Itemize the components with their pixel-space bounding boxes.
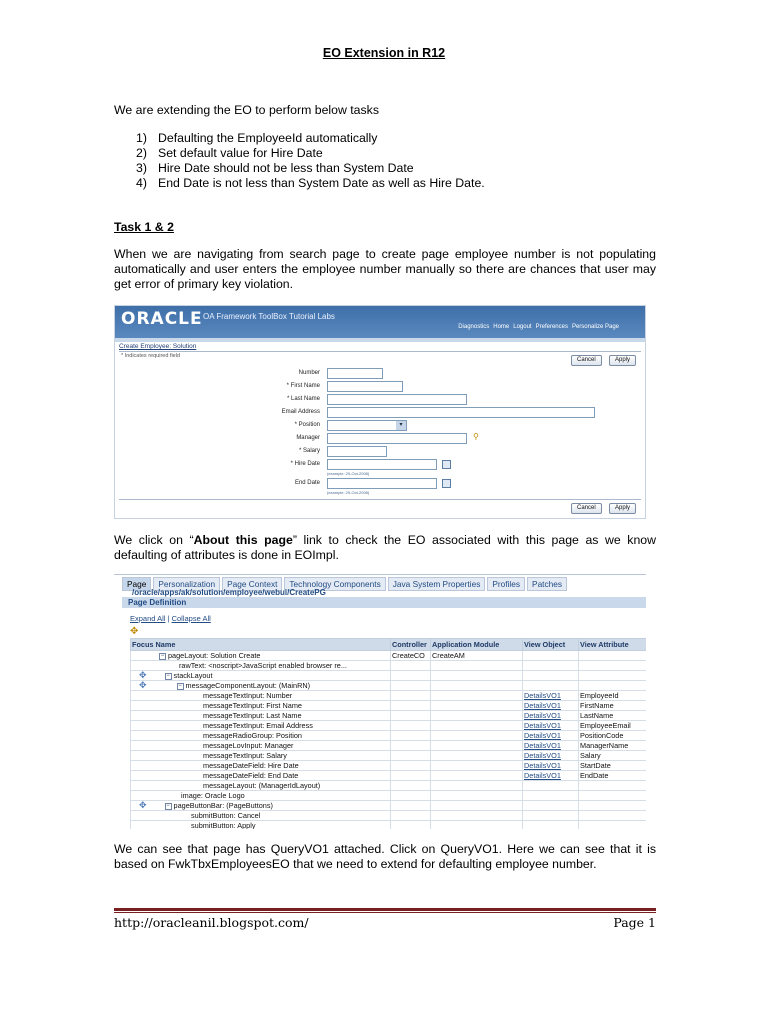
expand-collapse-links: Expand All | Collapse All (130, 614, 211, 623)
page-path: /oracle/apps/ak/solution/employee/webui/CreatePG (132, 588, 326, 597)
tab-personalization[interactable]: Personalization (153, 577, 220, 591)
collapse-icon[interactable]: − (166, 802, 170, 809)
column-header: Focus Name (131, 639, 391, 651)
oracle-header-bar (115, 306, 645, 338)
link-logout[interactable]: Logout (513, 324, 532, 330)
view-object-link[interactable]: DetailsVO1 (523, 751, 579, 761)
table-row: ✥ − pageButtonBar: (PageButtons) (131, 801, 647, 811)
paragraph-task-description: When we are navigating from search page to create page employee number is not populating automatically and user enters the employee number manually so there are chances that user may get error of primary key violation. (114, 247, 656, 291)
page-title: Create Employee: Solution (119, 343, 197, 350)
page-number: Page 1 (613, 915, 656, 930)
table-row: submitButton: Apply (131, 821, 647, 830)
link-preferences[interactable]: Preferences (535, 324, 568, 330)
last-name-field[interactable] (327, 394, 467, 405)
required-note: * Indicates required field (121, 353, 181, 359)
cancel-button[interactable]: Cancel (571, 503, 602, 514)
view-object-link[interactable]: DetailsVO1 (523, 721, 579, 731)
table-row: messageTextInput: Last Name DetailsVO1 LastName (131, 711, 647, 721)
document-title: EO Extension in R12 (322, 46, 446, 60)
link-personalize-page[interactable]: Personalize Page (571, 324, 619, 330)
table-row: submitButton: Cancel (131, 811, 647, 821)
column-header: View Object (523, 639, 579, 651)
tab-java-system-properties[interactable]: Java System Properties (388, 577, 486, 591)
collapse-icon[interactable]: − (178, 682, 182, 689)
title-divider (119, 351, 641, 352)
table-row: image: Oracle Logo (131, 791, 647, 801)
table-row: messageTextInput: Number DetailsVO1 EmployeeId (131, 691, 647, 701)
oracle-logo: ORACLE (121, 309, 203, 329)
section-heading: Task 1 & 2 (114, 220, 174, 234)
end-date-field[interactable] (327, 478, 437, 489)
bottom-divider (119, 499, 641, 500)
column-header: View Attribute (579, 639, 647, 651)
table-row: messageLayout: (ManagerIdLayout) (131, 781, 647, 791)
position-select[interactable] (327, 420, 407, 431)
table-row: messageRadioGroup: Position DetailsVO1 PositionCode (131, 731, 647, 741)
view-object-link[interactable]: DetailsVO1 (523, 771, 579, 781)
column-header: Application Module (431, 639, 523, 651)
email-field[interactable] (327, 407, 595, 418)
list-item: 4) End Date is not less than System Date as well as Hire Date. (136, 176, 485, 190)
view-object-link[interactable]: DetailsVO1 (523, 711, 579, 721)
table-row: rawText: <noscript>JavaScript enabled browser re... (131, 661, 647, 671)
collapse-all-link[interactable]: Collapse All (171, 614, 211, 623)
table-row: messageDateField: Hire Date DetailsVO1 StartDate (131, 761, 647, 771)
tab-page[interactable]: Page (122, 577, 151, 591)
hire-date-field[interactable] (327, 459, 437, 470)
table-row: messageTextInput: First Name DetailsVO1 FirstName (131, 701, 647, 711)
table-row: messageTextInput: Email Address DetailsVO1 EmployeeEmail (131, 721, 647, 731)
page-definition-header: Page Definition (122, 597, 646, 608)
table-row: − pageLayout: Solution Create CreateCO CreateAM (131, 651, 647, 661)
calendar-icon[interactable] (442, 460, 451, 469)
view-object-link[interactable]: DetailsVO1 (523, 691, 579, 701)
view-object-link[interactable]: DetailsVO1 (523, 701, 579, 711)
app-title: OA Framework ToolBox Tutorial Labs (203, 312, 335, 321)
table-row: messageDateField: End Date DetailsVO1 EndDate (131, 771, 647, 781)
expand-all-link[interactable]: Expand All (130, 614, 166, 623)
page-definition-table (130, 638, 646, 829)
link-diagnostics[interactable]: Diagnostics (458, 324, 490, 330)
task-list (136, 131, 485, 191)
chevron-down-icon: ▾ (396, 421, 406, 430)
first-name-field[interactable] (327, 381, 403, 392)
cancel-button[interactable]: Cancel (571, 355, 602, 366)
view-object-link[interactable]: DetailsVO1 (523, 731, 579, 741)
collapse-icon[interactable]: − (166, 672, 170, 679)
apply-button[interactable]: Apply (609, 355, 636, 366)
table-row: messageTextInput: Salary DetailsVO1 Salary (131, 751, 647, 761)
list-item: 2) Set default value for Hire Date (136, 146, 323, 160)
list-item: 1) Defaulting the EmployeeId automatically (136, 131, 378, 145)
intro-paragraph: We are extending the EO to perform below tasks (114, 103, 379, 117)
footer-divider (114, 908, 656, 911)
table-row: ✥ − stackLayout (131, 671, 647, 681)
move-icon[interactable]: ✥ (139, 800, 147, 810)
calendar-icon[interactable] (442, 479, 451, 488)
about-this-page-screenshot (114, 574, 646, 829)
tab-technology-components[interactable]: Technology Components (284, 577, 385, 591)
move-icon[interactable]: ✥ (139, 670, 147, 680)
tab-page-context[interactable]: Page Context (222, 577, 282, 591)
global-links (458, 324, 619, 330)
last-name-label: * Last Name (286, 396, 320, 402)
paragraph-query-vo: We can see that page has QueryVO1 attached. Click on QueryVO1. Here we can see that it is based on FwkTbxEmployeesEO that we need to extend for defaulting employee number. (114, 842, 656, 871)
create-employee-screenshot (114, 305, 646, 519)
tab-profiles[interactable]: Profiles (487, 577, 525, 591)
move-icon[interactable]: ✥ (139, 680, 147, 690)
salary-label: * Salary (298, 448, 320, 454)
number-label: Number (298, 370, 320, 376)
column-header: Controller (391, 639, 431, 651)
collapse-icon[interactable]: − (160, 652, 165, 659)
view-object-link[interactable]: DetailsVO1 (523, 741, 579, 751)
apply-button[interactable]: Apply (609, 503, 636, 514)
table-row: messageLovInput: Manager DetailsVO1 ManagerName (131, 741, 647, 751)
first-name-label: * First Name (286, 383, 320, 389)
manager-label: Manager (296, 435, 320, 441)
table-header-row (131, 639, 647, 651)
about-this-page-emphasis: About this page (193, 533, 293, 547)
view-object-link[interactable]: DetailsVO1 (523, 761, 579, 771)
footer-url[interactable]: http://oracleanil.blogspot.com/ (114, 915, 309, 930)
end-date-label: End Date (294, 480, 320, 486)
manager-field[interactable] (327, 433, 467, 444)
header-divider (115, 338, 645, 342)
salary-field[interactable] (327, 446, 387, 457)
hire-date-label: * Hire Date (290, 461, 320, 467)
search-icon[interactable]: ⚲ (473, 432, 479, 441)
hire-date-hint: (example: 29-Oct-2008) (327, 471, 370, 476)
position-label: * Position (294, 422, 320, 428)
number-field[interactable] (327, 368, 383, 379)
move-icon[interactable]: ✥ (130, 626, 139, 637)
paragraph-about-page: We click on “About this page” link to check the EO associated with this page as we know defaulting of attributes is done in EOImpl. (114, 533, 657, 562)
email-label: Email Address (281, 409, 320, 415)
link-home[interactable]: Home (493, 324, 510, 330)
tab-patches[interactable]: Patches (527, 577, 567, 591)
list-item: 3) Hire Date should not be less than System Date (136, 161, 414, 175)
table-row: ✥ − messageComponentLayout: (MainRN) (131, 681, 647, 691)
end-date-hint: (example: 29-Oct-2008) (327, 490, 370, 495)
footer-divider-thin (114, 912, 656, 913)
